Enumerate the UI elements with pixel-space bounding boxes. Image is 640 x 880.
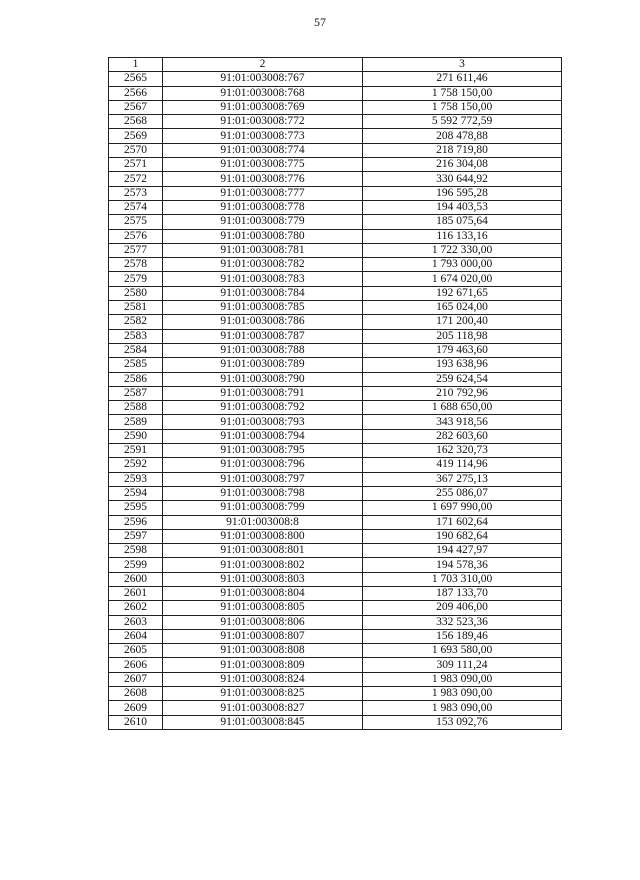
table-row (109, 215, 562, 229)
table-row (109, 358, 562, 372)
value-cell: 419 114,96 (363, 458, 562, 472)
value-cell: 171 200,40 (363, 315, 562, 329)
value-cell: 1 688 650,00 (363, 401, 562, 415)
table-row (109, 315, 562, 329)
row-number-cell: 2565 (109, 72, 163, 86)
cadastral-id-cell: 91:01:003008:845 (163, 715, 363, 729)
row-number-cell: 2587 (109, 386, 163, 400)
cadastral-id-cell: 91:01:003008:779 (163, 215, 363, 229)
value-cell: 1 674 020,00 (363, 272, 562, 286)
value-cell: 5 592 772,59 (363, 115, 562, 129)
value-cell: 193 638,96 (363, 358, 562, 372)
value-cell: 194 578,36 (363, 558, 562, 572)
value-cell: 208 478,88 (363, 129, 562, 143)
column-header-value: 3 (363, 58, 562, 72)
value-cell: 255 086,07 (363, 486, 562, 500)
cadastral-id-cell: 91:01:003008:793 (163, 415, 363, 429)
cadastral-id-cell: 91:01:003008:782 (163, 258, 363, 272)
table-body (109, 58, 562, 730)
row-number-cell: 2604 (109, 629, 163, 643)
table-row (109, 701, 562, 715)
table-header-row (109, 58, 562, 72)
row-number-cell: 2581 (109, 301, 163, 315)
cadastral-id-cell: 91:01:003008:827 (163, 701, 363, 715)
value-cell: 194 427,97 (363, 544, 562, 558)
table-row (109, 558, 562, 572)
value-cell: 205 118,98 (363, 329, 562, 343)
table-row (109, 343, 562, 357)
cadastral-id-cell: 91:01:003008:781 (163, 243, 363, 257)
cadastral-id-cell: 91:01:003008:825 (163, 687, 363, 701)
cadastral-id-cell: 91:01:003008:790 (163, 372, 363, 386)
row-number-cell: 2603 (109, 615, 163, 629)
row-number-cell: 2577 (109, 243, 163, 257)
value-cell: 192 671,65 (363, 286, 562, 300)
row-number-cell: 2597 (109, 529, 163, 543)
value-cell: 190 682,64 (363, 529, 562, 543)
table-row (109, 444, 562, 458)
row-number-cell: 2605 (109, 644, 163, 658)
value-cell: 1 793 000,00 (363, 258, 562, 272)
value-cell: 185 075,64 (363, 215, 562, 229)
row-number-cell: 2567 (109, 100, 163, 114)
table-row (109, 544, 562, 558)
column-header-number: 1 (109, 58, 163, 72)
table-row (109, 529, 562, 543)
row-number-cell: 2602 (109, 601, 163, 615)
table-row (109, 615, 562, 629)
cadastral-id-cell: 91:01:003008:775 (163, 158, 363, 172)
table-row (109, 258, 562, 272)
row-number-cell: 2579 (109, 272, 163, 286)
cadastral-id-cell: 91:01:003008:803 (163, 572, 363, 586)
table-row (109, 86, 562, 100)
value-cell: 271 611,46 (363, 72, 562, 86)
cadastral-id-cell: 91:01:003008:799 (163, 501, 363, 515)
row-number-cell: 2596 (109, 515, 163, 529)
value-cell: 218 719,80 (363, 143, 562, 157)
row-number-cell: 2594 (109, 486, 163, 500)
value-cell: 156 189,46 (363, 629, 562, 643)
value-cell: 330 644,92 (363, 172, 562, 186)
cadastral-id-cell: 91:01:003008:776 (163, 172, 363, 186)
table-row (109, 172, 562, 186)
row-number-cell: 2608 (109, 687, 163, 701)
row-number-cell: 2566 (109, 86, 163, 100)
row-number-cell: 2588 (109, 401, 163, 415)
table-row (109, 672, 562, 686)
value-cell: 367 275,13 (363, 472, 562, 486)
column-header-cadastral-id: 2 (163, 58, 363, 72)
row-number-cell: 2610 (109, 715, 163, 729)
cadastral-id-cell: 91:01:003008:801 (163, 544, 363, 558)
table-row (109, 158, 562, 172)
table-row (109, 458, 562, 472)
cadastral-id-cell: 91:01:003008:784 (163, 286, 363, 300)
value-cell: 1 697 990,00 (363, 501, 562, 515)
cadastral-id-cell: 91:01:003008:807 (163, 629, 363, 643)
cadastral-id-cell: 91:01:003008:774 (163, 143, 363, 157)
cadastral-id-cell: 91:01:003008:768 (163, 86, 363, 100)
value-cell: 210 792,96 (363, 386, 562, 400)
row-number-cell: 2569 (109, 129, 163, 143)
table-row (109, 629, 562, 643)
cadastral-id-cell: 91:01:003008:783 (163, 272, 363, 286)
value-cell: 309 111,24 (363, 658, 562, 672)
value-cell: 1 758 150,00 (363, 100, 562, 114)
cadastral-id-cell: 91:01:003008:767 (163, 72, 363, 86)
table-row (109, 687, 562, 701)
row-number-cell: 2568 (109, 115, 163, 129)
value-cell: 282 603,60 (363, 429, 562, 443)
cadastral-id-cell: 91:01:003008:785 (163, 301, 363, 315)
cadastral-value-table (108, 57, 562, 730)
row-number-cell: 2595 (109, 501, 163, 515)
cadastral-id-cell: 91:01:003008:792 (163, 401, 363, 415)
row-number-cell: 2583 (109, 329, 163, 343)
value-cell: 343 918,56 (363, 415, 562, 429)
row-number-cell: 2575 (109, 215, 163, 229)
cadastral-id-cell: 91:01:003008:802 (163, 558, 363, 572)
table-row (109, 243, 562, 257)
value-cell: 259 624,54 (363, 372, 562, 386)
table-row (109, 372, 562, 386)
value-cell: 171 602,64 (363, 515, 562, 529)
cadastral-id-cell: 91:01:003008:769 (163, 100, 363, 114)
table-row (109, 401, 562, 415)
row-number-cell: 2589 (109, 415, 163, 429)
table-row (109, 715, 562, 729)
table-row (109, 200, 562, 214)
row-number-cell: 2607 (109, 672, 163, 686)
table-row (109, 301, 562, 315)
row-number-cell: 2582 (109, 315, 163, 329)
cadastral-id-cell: 91:01:003008:800 (163, 529, 363, 543)
value-cell: 332 523,36 (363, 615, 562, 629)
cadastral-id-cell: 91:01:003008:786 (163, 315, 363, 329)
table-row (109, 386, 562, 400)
cadastral-id-cell: 91:01:003008:787 (163, 329, 363, 343)
cadastral-id-cell: 91:01:003008:805 (163, 601, 363, 615)
row-number-cell: 2599 (109, 558, 163, 572)
row-number-cell: 2600 (109, 572, 163, 586)
row-number-cell: 2572 (109, 172, 163, 186)
row-number-cell: 2609 (109, 701, 163, 715)
value-cell: 165 024,00 (363, 301, 562, 315)
cadastral-id-cell: 91:01:003008:806 (163, 615, 363, 629)
table-row (109, 644, 562, 658)
row-number-cell: 2598 (109, 544, 163, 558)
table-row (109, 143, 562, 157)
cadastral-id-cell: 91:01:003008:804 (163, 586, 363, 600)
value-cell: 153 092,76 (363, 715, 562, 729)
table-row (109, 586, 562, 600)
cadastral-id-cell: 91:01:003008:8 (163, 515, 363, 529)
value-cell: 1 983 090,00 (363, 672, 562, 686)
page-number: 57 (314, 15, 326, 29)
cadastral-id-cell: 91:01:003008:788 (163, 343, 363, 357)
row-number-cell: 2606 (109, 658, 163, 672)
cadastral-id-cell: 91:01:003008:797 (163, 472, 363, 486)
value-cell: 194 403,53 (363, 200, 562, 214)
value-cell: 1 722 330,00 (363, 243, 562, 257)
cadastral-id-cell: 91:01:003008:796 (163, 458, 363, 472)
cadastral-id-cell: 91:01:003008:795 (163, 444, 363, 458)
table-row (109, 472, 562, 486)
row-number-cell: 2574 (109, 200, 163, 214)
cadastral-id-cell: 91:01:003008:777 (163, 186, 363, 200)
value-cell: 1 693 580,00 (363, 644, 562, 658)
table-row (109, 572, 562, 586)
table-row (109, 129, 562, 143)
table-row (109, 415, 562, 429)
value-cell: 162 320,73 (363, 444, 562, 458)
table-row (109, 658, 562, 672)
cadastral-id-cell: 91:01:003008:780 (163, 229, 363, 243)
row-number-cell: 2580 (109, 286, 163, 300)
cadastral-id-cell: 91:01:003008:824 (163, 672, 363, 686)
cadastral-id-cell: 91:01:003008:798 (163, 486, 363, 500)
cadastral-id-cell: 91:01:003008:794 (163, 429, 363, 443)
row-number-cell: 2578 (109, 258, 163, 272)
cadastral-id-cell: 91:01:003008:789 (163, 358, 363, 372)
table-row (109, 601, 562, 615)
table-row (109, 100, 562, 114)
table-row (109, 429, 562, 443)
table-row (109, 186, 562, 200)
row-number-cell: 2586 (109, 372, 163, 386)
row-number-cell: 2590 (109, 429, 163, 443)
table-row (109, 115, 562, 129)
value-cell: 196 595,28 (363, 186, 562, 200)
row-number-cell: 2593 (109, 472, 163, 486)
table-row (109, 286, 562, 300)
row-number-cell: 2585 (109, 358, 163, 372)
row-number-cell: 2601 (109, 586, 163, 600)
value-cell: 209 406,00 (363, 601, 562, 615)
value-cell: 179 463,60 (363, 343, 562, 357)
table-row (109, 72, 562, 86)
cadastral-id-cell: 91:01:003008:778 (163, 200, 363, 214)
value-cell: 1 703 310,00 (363, 572, 562, 586)
table-row (109, 272, 562, 286)
value-cell: 1 983 090,00 (363, 687, 562, 701)
value-cell: 216 304,08 (363, 158, 562, 172)
table-row (109, 501, 562, 515)
row-number-cell: 2573 (109, 186, 163, 200)
row-number-cell: 2571 (109, 158, 163, 172)
table-row (109, 515, 562, 529)
value-cell: 116 133,16 (363, 229, 562, 243)
cadastral-id-cell: 91:01:003008:791 (163, 386, 363, 400)
table-row (109, 329, 562, 343)
table-row (109, 486, 562, 500)
cadastral-id-cell: 91:01:003008:772 (163, 115, 363, 129)
value-cell: 1 758 150,00 (363, 86, 562, 100)
value-cell: 1 983 090,00 (363, 701, 562, 715)
row-number-cell: 2576 (109, 229, 163, 243)
row-number-cell: 2584 (109, 343, 163, 357)
value-cell: 187 133,70 (363, 586, 562, 600)
cadastral-id-cell: 91:01:003008:808 (163, 644, 363, 658)
table-row (109, 229, 562, 243)
cadastral-id-cell: 91:01:003008:809 (163, 658, 363, 672)
cadastral-id-cell: 91:01:003008:773 (163, 129, 363, 143)
row-number-cell: 2591 (109, 444, 163, 458)
row-number-cell: 2570 (109, 143, 163, 157)
row-number-cell: 2592 (109, 458, 163, 472)
